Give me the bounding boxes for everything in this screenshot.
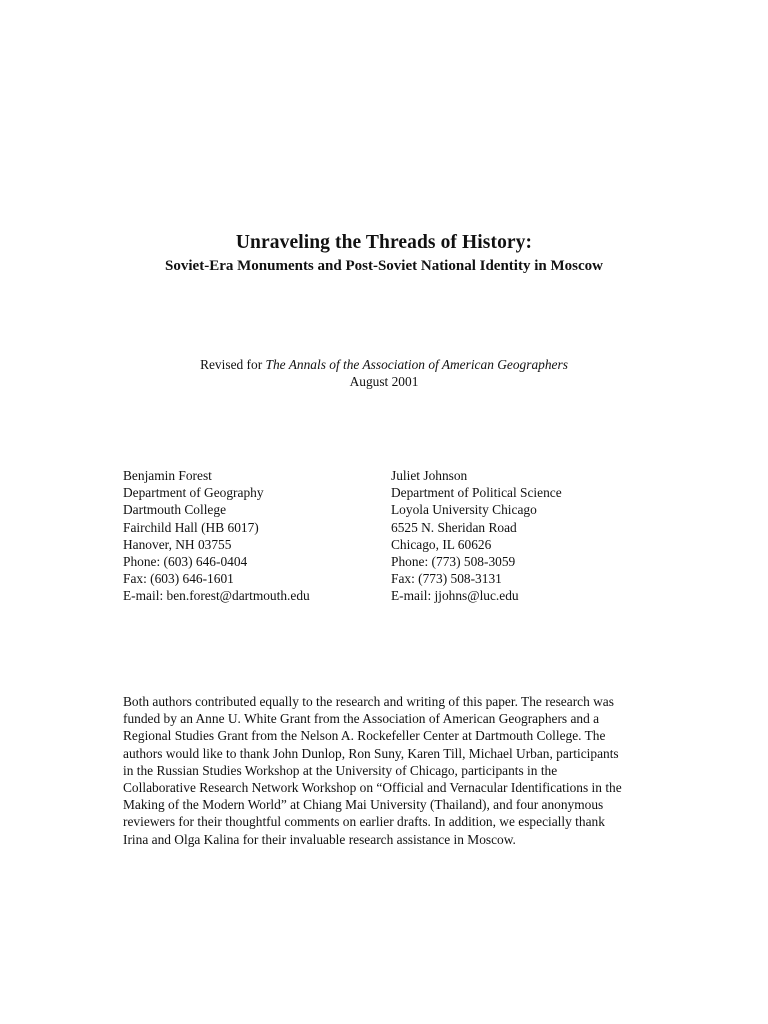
author-email: E-mail: ben.forest@dartmouth.edu	[123, 588, 310, 604]
author-address-line-2: Chicago, IL 60626	[391, 536, 492, 552]
acknowledgment-paragraph	[123, 693, 683, 848]
author-department: Department of Geography	[123, 485, 264, 501]
acknowledgment-line: in the Russian Studies Workshop at the University of Chicago, participants in the	[123, 762, 558, 778]
journal-name: The Annals of the Association of American Geographers	[265, 357, 568, 372]
acknowledgment-line: Irina and Olga Kalina for their invaluable research assistance in Moscow.	[123, 831, 516, 847]
revision-prefix: Revised for	[200, 357, 266, 372]
author-institution: Loyola University Chicago	[391, 502, 537, 518]
author-block-forest	[123, 467, 310, 605]
paper-subtitle: Soviet-Era Monuments and Post-Soviet National Identity in Moscow	[165, 258, 603, 274]
author-phone: Phone: (603) 646-0404	[123, 554, 248, 570]
author-phone: Phone: (773) 508-3059	[391, 554, 516, 570]
author-name: Juliet Johnson	[391, 468, 468, 483]
author-department: Department of Political Science	[391, 485, 562, 501]
revision-date: August 2001	[349, 374, 419, 389]
acknowledgment-line: funded by an Anne U. White Grant from the Association of American Geographers and a	[123, 711, 600, 727]
revision-line	[0, 356, 768, 373]
author-address-line-1: Fairchild Hall (HB 6017)	[123, 519, 259, 535]
author-name: Benjamin Forest	[123, 468, 212, 483]
acknowledgment-line: reviewers for their thoughtful comments on earlier drafts. In addition, we especially thank	[123, 814, 605, 830]
paper-title: Unraveling the Threads of History:	[235, 232, 533, 253]
author-fax: Fax: (773) 508-3131	[391, 571, 502, 587]
author-block-johnson	[391, 467, 562, 605]
acknowledgment-line: Regional Studies Grant from the Nelson A. Rockefeller Center at Dartmouth College. The	[123, 728, 606, 744]
author-institution: Dartmouth College	[123, 502, 227, 518]
acknowledgment-line: authors would like to thank John Dunlop, Ron Suny, Karen Till, Michael Urban, participants	[123, 745, 619, 761]
author-address-line-1: 6525 N. Sheridan Road	[391, 519, 517, 535]
acknowledgment-line: Both authors contributed equally to the research and writing of this paper. The research was	[123, 694, 614, 709]
revision-note	[0, 356, 768, 390]
acknowledgment-line: Making of the Modern World” at Chiang Mai University (Thailand), and four anonymous	[123, 797, 604, 813]
acknowledgment-line: Collaborative Research Network Workshop on “Official and Vernacular Identifications in the	[123, 780, 622, 796]
author-fax: Fax: (603) 646-1601	[123, 571, 234, 587]
author-address-line-2: Hanover, NH 03755	[123, 536, 232, 552]
author-email: E-mail: jjohns@luc.edu	[391, 588, 519, 604]
